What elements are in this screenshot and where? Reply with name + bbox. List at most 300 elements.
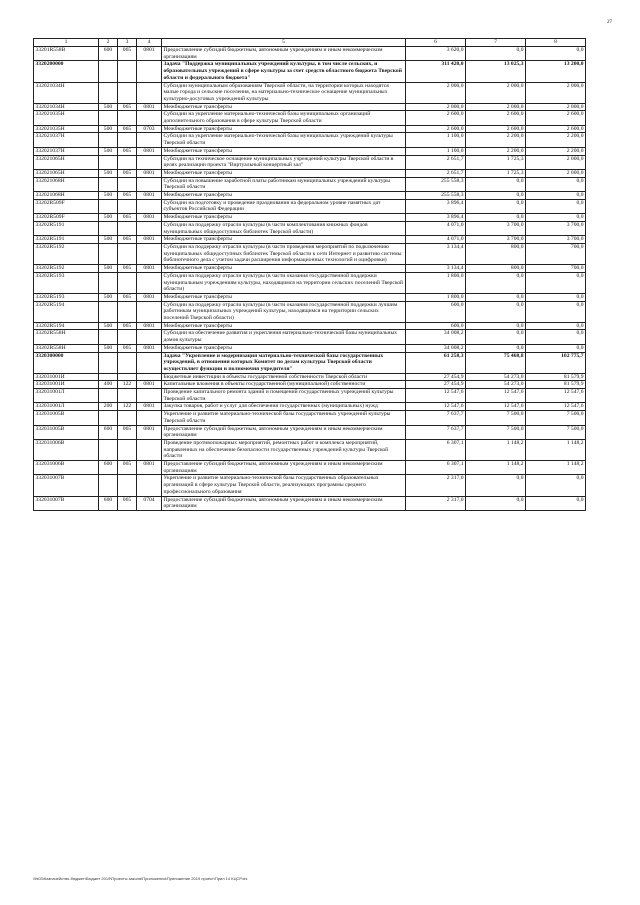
grbs-cell: [118, 82, 137, 103]
kvr-cell: [99, 221, 118, 235]
value-cell-6: 3 896,4: [406, 199, 466, 213]
value-cell-6: 600,0: [406, 322, 466, 330]
code-cell: 332031001И: [34, 373, 99, 381]
value-cell-7: 2 000,0: [466, 82, 526, 103]
value-cell-6: 2 000,0: [406, 82, 466, 103]
value-cell-6: 311 420,0: [406, 61, 466, 82]
value-cell-6: 12 547,6: [406, 389, 466, 403]
code-cell: 332021035H: [34, 125, 99, 133]
value-cell-6: 255 558,3: [406, 177, 466, 191]
code-cell: 33202R509F: [34, 199, 99, 213]
table-row: [34, 389, 586, 403]
value-cell-6: 3 620,0: [406, 47, 466, 61]
kvr-cell: [99, 411, 118, 425]
table-row: [34, 236, 586, 244]
value-cell-6: 3 896,4: [406, 214, 466, 222]
value-cell-8: 0,0: [526, 177, 586, 191]
value-cell-7: 0,0: [466, 272, 526, 293]
kvr-cell: 500: [99, 169, 118, 177]
grbs-cell: [118, 389, 137, 403]
section-cell: [137, 373, 162, 381]
value-cell-8: 2 000,0: [526, 155, 586, 169]
grbs-cell: [118, 475, 137, 496]
value-cell-8: 2 000,0: [526, 82, 586, 103]
value-cell-6: 1 800,0: [406, 293, 466, 301]
grbs-cell: [118, 221, 137, 235]
value-cell-8: 700,0: [526, 265, 586, 273]
value-cell-6: 27 454,9: [406, 373, 466, 381]
kvr-cell: 500: [99, 147, 118, 155]
value-cell-8: 12 547,6: [526, 389, 586, 403]
table-row: [34, 381, 586, 389]
grbs-cell: 065: [118, 461, 137, 475]
value-cell-8: 2 600,0: [526, 111, 586, 125]
value-cell-6: 600,0: [406, 301, 466, 322]
value-cell-8: 2 000,0: [526, 103, 586, 111]
section-cell: [137, 61, 162, 82]
kvr-cell: 200: [99, 403, 118, 411]
name-cell: Субсидии на поддержку отрасли культуры (в части оказания государственной поддержки лучшим работникам муниципальных учреждений культуры, находящимся на территории сельских поселений Тверской области): [162, 301, 406, 322]
section-cell: [137, 330, 162, 344]
value-cell-6: 2 317,0: [406, 496, 466, 510]
table-row: [34, 425, 586, 439]
grbs-cell: 065: [118, 125, 137, 133]
code-cell: 33202R5191: [34, 236, 99, 244]
code-cell: 332021034H: [34, 103, 99, 111]
code-cell: 33202R5191: [34, 221, 99, 235]
code-cell: 33202R5194: [34, 322, 99, 330]
section-cell: [137, 82, 162, 103]
section-cell: 0703: [137, 125, 162, 133]
table-body: [34, 39, 586, 511]
header-cell-5: 5: [162, 39, 406, 47]
name-cell: Предоставление субсидий бюджетным, автономным учреждениям и иным некоммерческим организациям: [162, 461, 406, 475]
code-cell: 33202R5194: [34, 301, 99, 322]
value-cell-7: 0,0: [466, 199, 526, 213]
code-cell: 33201R558B: [34, 47, 99, 61]
value-cell-7: 0,0: [466, 330, 526, 344]
code-cell: 33202R509F: [34, 214, 99, 222]
table-row: [34, 61, 586, 82]
header-cell-1: 1: [34, 39, 99, 47]
table-row: [34, 344, 586, 352]
grbs-cell: [118, 155, 137, 169]
code-cell: 332031006B: [34, 461, 99, 475]
table-row: [34, 403, 586, 411]
section-cell: [137, 199, 162, 213]
kvr-cell: 500: [99, 103, 118, 111]
kvr-cell: [99, 352, 118, 373]
table-row: [34, 133, 586, 147]
section-cell: [137, 389, 162, 403]
grbs-cell: 065: [118, 344, 137, 352]
value-cell-8: 0,0: [526, 322, 586, 330]
name-cell: Субсидии на укрепление материально-технической базы муниципальных учреждений культуры Тверской области: [162, 133, 406, 147]
name-cell: Предоставление субсидий бюджетным, автономным учреждениям и иным некоммерческим организациям: [162, 425, 406, 439]
header-cell-3: 3: [118, 39, 137, 47]
section-cell: [137, 352, 162, 373]
value-cell-7: 2 000,0: [466, 103, 526, 111]
value-cell-7: 800,0: [466, 243, 526, 264]
table-row: [34, 192, 586, 200]
name-cell: Предоставление субсидий бюджетным, автономным учреждениям и иным некоммерческим организациям: [162, 496, 406, 510]
kvr-cell: [99, 373, 118, 381]
value-cell-8: 0,0: [526, 301, 586, 322]
kvr-cell: 500: [99, 236, 118, 244]
value-cell-8: 2 000,0: [526, 169, 586, 177]
value-cell-6: 1 100,0: [406, 133, 466, 147]
table-row: [34, 322, 586, 330]
grbs-cell: [118, 61, 137, 82]
value-cell-7: 1 725,3: [466, 169, 526, 177]
value-cell-8: 1 148,2: [526, 439, 586, 460]
value-cell-7: 1 148,2: [466, 461, 526, 475]
value-cell-7: 54 273,0: [466, 373, 526, 381]
grbs-cell: 065: [118, 103, 137, 111]
kvr-cell: 600: [99, 425, 118, 439]
section-cell: 0801: [137, 192, 162, 200]
section-cell: 0801: [137, 103, 162, 111]
grbs-cell: [118, 439, 137, 460]
value-cell-8: 3 700,0: [526, 236, 586, 244]
code-cell: 3320200000: [34, 61, 99, 82]
table-row: [34, 199, 586, 213]
grbs-cell: 122: [118, 403, 137, 411]
kvr-cell: [99, 330, 118, 344]
code-cell: 332031001Л: [34, 403, 99, 411]
kvr-cell: [99, 199, 118, 213]
value-cell-7: 3 700,0: [466, 236, 526, 244]
value-cell-8: 700,0: [526, 243, 586, 264]
value-cell-7: 75 468,8: [466, 352, 526, 373]
value-cell-7: 2 600,0: [466, 125, 526, 133]
section-cell: [137, 475, 162, 496]
name-cell: Субсидии на подготовку и проведение празднования на федеральном уровне памятных дат субъектов Российской Федерации: [162, 199, 406, 213]
name-cell: Субсидии на поддержку отрасли культуры (в части оказания государственной поддержки муниципальным учреждениям культуры, находящимся на территории сельских поселений Тверской области): [162, 272, 406, 293]
code-cell: 332021035H: [34, 111, 99, 125]
value-cell-6: 7 637,7: [406, 425, 466, 439]
section-cell: 0801: [137, 147, 162, 155]
name-cell: Задача "Укрепление и модернизация материально-технической базы государственных учреждений, в отношении которых Комитет по делам культуры Тверской области осуществляет функции и полномочия учредителя": [162, 352, 406, 373]
value-cell-7: 13 025,3: [466, 61, 526, 82]
table-row: [34, 272, 586, 293]
name-cell: Межбюджетные трансферты: [162, 265, 406, 273]
value-cell-6: 1 800,0: [406, 272, 466, 293]
section-cell: [137, 221, 162, 235]
kvr-cell: 500: [99, 125, 118, 133]
code-cell: 33202R5192: [34, 243, 99, 264]
name-cell: Субсидии муниципальным образованиям Тверской области, на территории которых находятся малые города и сельские поселения, на материально-техническое оснащение муниципальных культурно-досуговых учреждений культуры: [162, 82, 406, 103]
table-row: [34, 82, 586, 103]
table-row: [34, 214, 586, 222]
name-cell: Межбюджетные трансферты: [162, 214, 406, 222]
grbs-cell: 122: [118, 381, 137, 389]
section-cell: [137, 272, 162, 293]
value-cell-6: 2 651,7: [406, 169, 466, 177]
value-cell-8: 0,0: [526, 475, 586, 496]
code-cell: 332031007B: [34, 496, 99, 510]
section-cell: [137, 439, 162, 460]
code-cell: 33202R558H: [34, 330, 99, 344]
grbs-cell: [118, 199, 137, 213]
value-cell-6: 2 651,7: [406, 155, 466, 169]
value-cell-6: 12 547,6: [406, 403, 466, 411]
kvr-cell: [99, 439, 118, 460]
value-cell-8: 0,0: [526, 272, 586, 293]
value-cell-7: 0,0: [466, 47, 526, 61]
table-row: [34, 373, 586, 381]
value-cell-8: 13 200,0: [526, 61, 586, 82]
name-cell: Межбюджетные трансферты: [162, 344, 406, 352]
kvr-cell: [99, 301, 118, 322]
file-path-footer: \\fs03\Казначейство-бюджет\Бюджет 2019\Проекты закона\Приложения\Приложение 2019 проект\Прил 14 КЦСР.xls: [33, 876, 248, 881]
value-cell-7: 1 725,3: [466, 155, 526, 169]
grbs-cell: 065: [118, 293, 137, 301]
value-cell-7: 0,0: [466, 177, 526, 191]
section-cell: 0801: [137, 169, 162, 177]
table-row: [34, 411, 586, 425]
kvr-cell: 500: [99, 192, 118, 200]
kvr-cell: [99, 389, 118, 403]
kvr-cell: 600: [99, 47, 118, 61]
kvr-cell: [99, 243, 118, 264]
code-cell: 33202R5192: [34, 265, 99, 273]
kvr-cell: [99, 111, 118, 125]
value-cell-6: 61 258,3: [406, 352, 466, 373]
grbs-cell: [118, 272, 137, 293]
kvr-cell: [99, 82, 118, 103]
value-cell-6: 4 071,0: [406, 221, 466, 235]
value-cell-8: 0,0: [526, 192, 586, 200]
kvr-cell: 400: [99, 381, 118, 389]
grbs-cell: [118, 330, 137, 344]
value-cell-8: 2 200,0: [526, 147, 586, 155]
section-cell: 0801: [137, 344, 162, 352]
value-cell-6: 2 317,0: [406, 475, 466, 496]
table-row: [34, 169, 586, 177]
code-cell: 3320300000: [34, 352, 99, 373]
value-cell-8: 2 200,0: [526, 133, 586, 147]
value-cell-7: 2 200,0: [466, 147, 526, 155]
value-cell-8: 12 547,6: [526, 403, 586, 411]
section-cell: [137, 301, 162, 322]
code-cell: 33202R558H: [34, 344, 99, 352]
code-cell: 332031001Л: [34, 389, 99, 403]
value-cell-7: 3 700,0: [466, 221, 526, 235]
section-cell: [137, 177, 162, 191]
value-cell-6: 34 008,2: [406, 330, 466, 344]
code-cell: 332021068H: [34, 192, 99, 200]
name-cell: Проведение капитального ремонта зданий и помещений государственных учреждений культуры Тверской области: [162, 389, 406, 403]
value-cell-6: 2 600,0: [406, 111, 466, 125]
table-row: [34, 352, 586, 373]
header-row: [34, 39, 586, 47]
section-cell: [137, 243, 162, 264]
table-row: [34, 47, 586, 61]
table-row: [34, 293, 586, 301]
grbs-cell: 065: [118, 192, 137, 200]
name-cell: Предоставление субсидий бюджетным, автономным учреждениям и иным некоммерческим организациям: [162, 47, 406, 61]
name-cell: Межбюджетные трансферты: [162, 169, 406, 177]
grbs-cell: [118, 243, 137, 264]
code-cell: 332031006B: [34, 439, 99, 460]
kvr-cell: [99, 133, 118, 147]
table-row: [34, 461, 586, 475]
name-cell: Межбюджетные трансферты: [162, 293, 406, 301]
section-cell: [137, 111, 162, 125]
name-cell: Закупка товаров, работ и услуг для обеспечения государственных (муниципальных) нужд: [162, 403, 406, 411]
section-cell: [137, 155, 162, 169]
grbs-cell: [118, 411, 137, 425]
kvr-cell: 600: [99, 461, 118, 475]
kvr-cell: [99, 177, 118, 191]
section-cell: 0801: [137, 236, 162, 244]
value-cell-8: 81 579,9: [526, 373, 586, 381]
value-cell-6: 34 008,2: [406, 344, 466, 352]
value-cell-7: 0,0: [466, 322, 526, 330]
value-cell-8: 2 600,0: [526, 125, 586, 133]
value-cell-7: 0,0: [466, 344, 526, 352]
grbs-cell: 065: [118, 169, 137, 177]
value-cell-7: 7 500,0: [466, 411, 526, 425]
name-cell: Задача "Поддержка муниципальных учреждений культуры, в том числе сельских, и образовательных учреждений в сфере культуры за счет средств областного бюджета Тверской области и федерального бюджета": [162, 61, 406, 82]
code-cell: 332021037H: [34, 147, 99, 155]
section-cell: 0801: [137, 322, 162, 330]
name-cell: Межбюджетные трансферты: [162, 125, 406, 133]
code-cell: 332031007B: [34, 475, 99, 496]
value-cell-7: 54 273,0: [466, 381, 526, 389]
code-cell: 33202R5193: [34, 272, 99, 293]
name-cell: Межбюджетные трансферты: [162, 103, 406, 111]
name-cell: Субсидии на поддержку отрасли культуры (в части комплектования книжных фондов муниципальных общедоступных библиотек Тверской области): [162, 221, 406, 235]
grbs-cell: [118, 301, 137, 322]
value-cell-7: 12 547,6: [466, 403, 526, 411]
code-cell: 332021065H: [34, 155, 99, 169]
code-cell: 33202R5193: [34, 293, 99, 301]
value-cell-7: 0,0: [466, 192, 526, 200]
code-cell: 332021065H: [34, 169, 99, 177]
value-cell-7: 0,0: [466, 214, 526, 222]
table-row: [34, 147, 586, 155]
grbs-cell: [118, 133, 137, 147]
value-cell-6: 255 558,3: [406, 192, 466, 200]
grbs-cell: [118, 177, 137, 191]
code-cell: 332021034H: [34, 82, 99, 103]
header-cell-2: 2: [99, 39, 118, 47]
value-cell-8: 0,0: [526, 293, 586, 301]
section-cell: 0801: [137, 265, 162, 273]
grbs-cell: [118, 111, 137, 125]
value-cell-7: 1 148,2: [466, 439, 526, 460]
budget-table: [33, 38, 586, 511]
table-row: [34, 301, 586, 322]
value-cell-6: 2 000,0: [406, 103, 466, 111]
header-cell-6: 6: [406, 39, 466, 47]
name-cell: Укрепление и развитие материально-технической базы государственных учреждений культуры Тверской области: [162, 411, 406, 425]
value-cell-6: 6 307,1: [406, 461, 466, 475]
code-cell: 332031005B: [34, 425, 99, 439]
kvr-cell: [99, 475, 118, 496]
section-cell: 0801: [137, 293, 162, 301]
value-cell-6: 3 134,4: [406, 265, 466, 273]
header-cell-8: 8: [526, 39, 586, 47]
name-cell: Субсидии на обеспечение развития и укрепления материально-технической базы муниципальных домов культуры: [162, 330, 406, 344]
grbs-cell: 065: [118, 322, 137, 330]
section-cell: [137, 411, 162, 425]
section-cell: 0801: [137, 461, 162, 475]
table-row: [34, 475, 586, 496]
value-cell-8: 1 148,2: [526, 461, 586, 475]
name-cell: Капитальные вложения в объекты государственной (муниципальной) собственности: [162, 381, 406, 389]
code-cell: 332031001И: [34, 381, 99, 389]
kvr-cell: [99, 272, 118, 293]
table-row: [34, 439, 586, 460]
table-row: [34, 496, 586, 510]
value-cell-8: 81 579,9: [526, 381, 586, 389]
value-cell-6: 27 454,9: [406, 381, 466, 389]
value-cell-8: 0,0: [526, 47, 586, 61]
section-cell: 0801: [137, 47, 162, 61]
name-cell: Межбюджетные трансферты: [162, 192, 406, 200]
table-row: [34, 177, 586, 191]
grbs-cell: 065: [118, 47, 137, 61]
name-cell: Межбюджетные трансферты: [162, 322, 406, 330]
kvr-cell: 500: [99, 214, 118, 222]
name-cell: Субсидии на поддержку отрасли культуры (в части проведения мероприятий по подключению муниципальных общедоступных библиотек Тверской области к сети Интернет и развитию системы библиотечного дела с учетом задачи расширения информационных технологий и оцифровки): [162, 243, 406, 264]
table-row: [34, 111, 586, 125]
name-cell: Субсидии на техническое оснащение муниципальных учреждений культуры Тверской области в целях реализации проекта "Виртуальный концертный зал": [162, 155, 406, 169]
grbs-cell: 065: [118, 214, 137, 222]
value-cell-8: 0,0: [526, 344, 586, 352]
grbs-cell: 065: [118, 425, 137, 439]
value-cell-7: 7 500,0: [466, 425, 526, 439]
value-cell-7: 12 547,6: [466, 389, 526, 403]
value-cell-7: 0,0: [466, 301, 526, 322]
grbs-cell: 065: [118, 147, 137, 155]
grbs-cell: [118, 373, 137, 381]
value-cell-8: 7 500,0: [526, 411, 586, 425]
section-cell: 0801: [137, 403, 162, 411]
name-cell: Субсидии на укрепление материально-технической базы муниципальных организаций дополнительного образования в сфере культуры Тверской области: [162, 111, 406, 125]
value-cell-6: 1 100,0: [406, 147, 466, 155]
section-cell: [137, 133, 162, 147]
grbs-cell: 065: [118, 496, 137, 510]
section-cell: 0801: [137, 214, 162, 222]
value-cell-7: 0,0: [466, 475, 526, 496]
name-cell: Межбюджетные трансферты: [162, 236, 406, 244]
kvr-cell: [99, 155, 118, 169]
name-cell: Укрепление и развитие материально-технической базы государственных образовательных организаций в сфере культуры Тверской области, реализующих программы среднего профессионального образования: [162, 475, 406, 496]
kvr-cell: 600: [99, 496, 118, 510]
table-row: [34, 243, 586, 264]
header-cell-7: 7: [466, 39, 526, 47]
kvr-cell: 500: [99, 265, 118, 273]
value-cell-7: 0,0: [466, 496, 526, 510]
value-cell-6: 4 071,0: [406, 236, 466, 244]
table-row: [34, 221, 586, 235]
grbs-cell: [118, 352, 137, 373]
grbs-cell: 065: [118, 265, 137, 273]
name-cell: Бюджетные инвестиции в объекты государственной собственности Тверской области: [162, 373, 406, 381]
kvr-cell: 500: [99, 322, 118, 330]
code-cell: 332021068H: [34, 177, 99, 191]
value-cell-8: 0,0: [526, 330, 586, 344]
name-cell: Межбюджетные трансферты: [162, 147, 406, 155]
kvr-cell: [99, 61, 118, 82]
value-cell-7: 2 200,0: [466, 133, 526, 147]
kvr-cell: 500: [99, 344, 118, 352]
value-cell-8: 0,0: [526, 199, 586, 213]
